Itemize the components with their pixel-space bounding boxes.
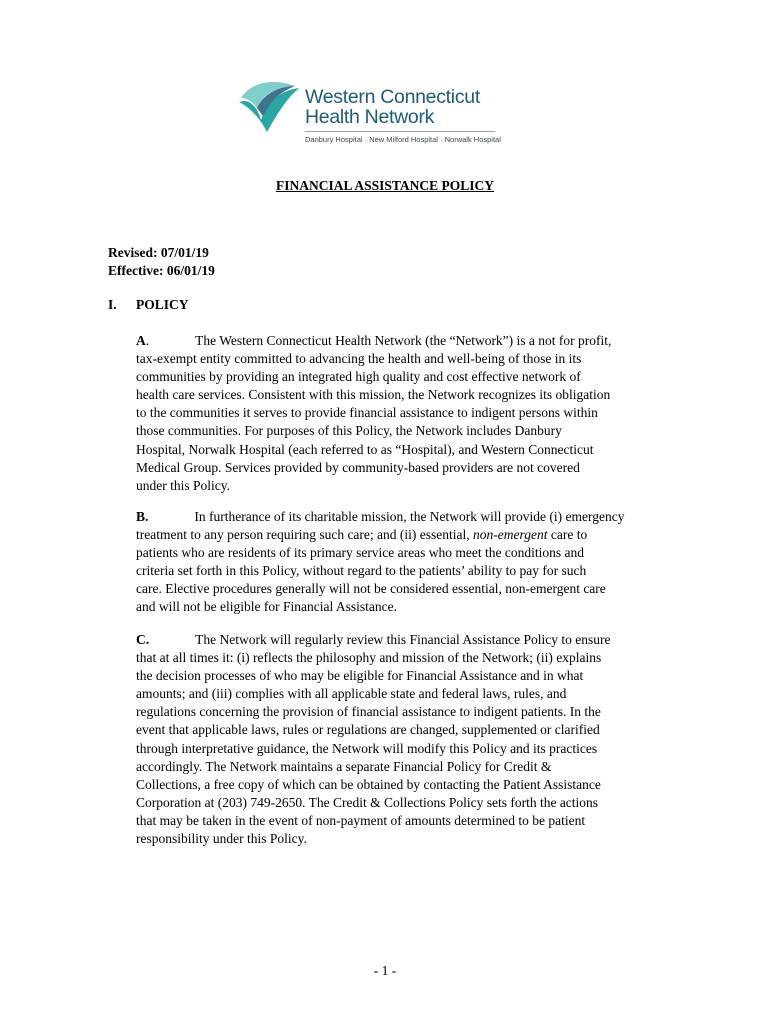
paragraph-a bbox=[136, 332, 670, 495]
paragraph-line: Hospital, Norwalk Hospital (each referred to as “Hospital), and Western Connecticut bbox=[136, 441, 594, 457]
paragraph-line: to the communities it serves to provide financial assistance to indigent persons within bbox=[136, 405, 598, 421]
heart-swoosh-logo-icon bbox=[237, 76, 301, 136]
paragraph-line: and will not be eligible for Financial Assistance. bbox=[136, 599, 397, 615]
logo-name-line2: Health Network bbox=[305, 106, 435, 128]
page-number: - 1 - bbox=[373, 963, 397, 978]
logo-divider bbox=[305, 131, 495, 132]
document-title: FINANCIAL ASSISTANCE POLICY bbox=[275, 178, 495, 193]
paragraph-label: B. bbox=[136, 509, 149, 524]
logo-name-line1: Western Connecticut bbox=[305, 86, 480, 108]
paragraph-line: event that applicable laws, rules or regulations are changed, supplemented or clarified bbox=[136, 722, 600, 738]
paragraph-c bbox=[136, 631, 670, 848]
paragraph-b bbox=[136, 508, 670, 617]
paragraph-line: Collections, a free copy of which can be obtained by contacting the Patient Assistance bbox=[136, 776, 601, 792]
paragraph-line: amounts; and (iii) complies with all applicable state and federal laws, rules, and bbox=[136, 686, 567, 702]
paragraph-line: tax-exempt entity committed to advancing the health and well-being of those in its bbox=[136, 351, 582, 367]
section-title: POLICY bbox=[136, 297, 189, 312]
paragraph-line: under this Policy. bbox=[136, 477, 230, 493]
paragraph-line: the decision processes of who may be eligible for Financial Assistance and in what bbox=[136, 668, 584, 684]
revised-date: Revised: 07/01/19 bbox=[108, 245, 209, 260]
paragraph-label: A bbox=[136, 333, 146, 348]
paragraph-label-suffix: . bbox=[145, 333, 150, 348]
paragraph-label: C. bbox=[136, 632, 150, 647]
paragraph-line: those communities. For purposes of this Policy, the Network includes Danbury bbox=[136, 423, 562, 439]
paragraph-line: regulations concerning the provision of financial assistance to indigent patients. In the bbox=[136, 704, 601, 720]
paragraph-line: patients who are residents of its primary service areas who meet the conditions and bbox=[136, 545, 584, 561]
paragraph-line: Corporation at (203) 749-2650. The Credit & Collections Policy sets forth the actions bbox=[136, 794, 599, 810]
logo-hospitals-list: Danbury Hospital · New Milford Hospital · Norwalk Hospital bbox=[305, 135, 501, 144]
paragraph-line: health care services. Consistent with this mission, the Network recognizes its obligation bbox=[136, 387, 611, 403]
paragraph-line: accordingly. The Network maintains a separate Financial Policy for Credit & bbox=[136, 758, 552, 774]
paragraph-line: C. The Network will regularly review this Financial Assistance Policy to ensure bbox=[136, 632, 611, 647]
paragraph-line: B. In furtherance of its charitable mission, the Network will provide (i) emergency bbox=[136, 509, 625, 524]
organization-logo bbox=[237, 74, 501, 144]
paragraph-line: Medical Group. Services provided by community-based providers are not covered bbox=[136, 459, 580, 475]
paragraph-line: that may be taken in the event of non-payment of amounts determined to be patient bbox=[136, 812, 586, 828]
paragraph-line: care. Elective procedures generally will not be considered essential, non-emergent care bbox=[136, 581, 606, 597]
paragraph-line: responsibility under this Policy. bbox=[136, 831, 307, 847]
effective-date: Effective: 06/01/19 bbox=[108, 263, 215, 278]
paragraph-line: through interpretative guidance, the Network will modify this Policy and its practices bbox=[136, 740, 598, 756]
emphasis-text: non-emergent bbox=[473, 527, 548, 543]
section-number: I. bbox=[108, 297, 117, 312]
paragraph-line: criteria set forth in this Policy, without regard to the patients’ ability to pay for such bbox=[136, 563, 587, 579]
paragraph-line: communities by providing an integrated high quality and cost effective network of bbox=[136, 369, 581, 385]
paragraph-line: treatment to any person requiring such care; and (ii) essential, non-emergent care to bbox=[136, 527, 588, 543]
paragraph-line: A. The Western Connecticut Health Network (the “Network”) is a not for profit, bbox=[136, 333, 612, 348]
paragraph-line: that at all times it: (i) reflects the philosophy and mission of the Network; (ii) explains bbox=[136, 650, 602, 666]
